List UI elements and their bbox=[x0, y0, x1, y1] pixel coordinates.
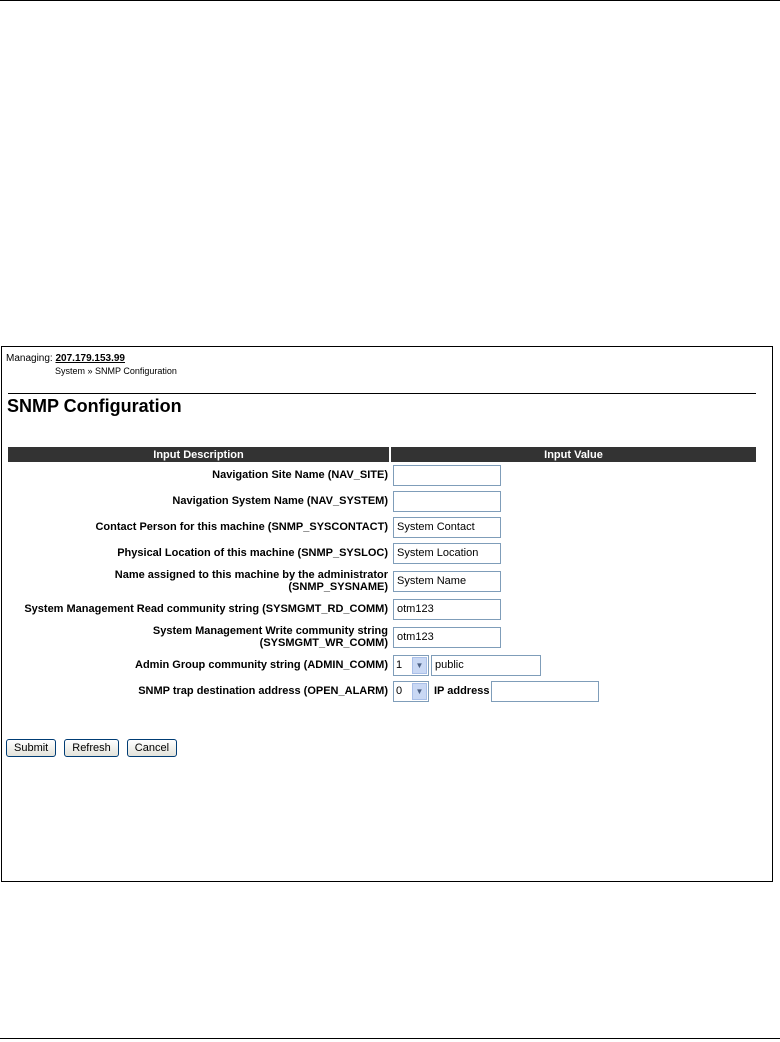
sysname-label-line1: Name assigned to this machine by the administrator bbox=[114, 569, 388, 581]
page-bottom-rule bbox=[0, 1038, 780, 1039]
chevron-down-icon[interactable]: ▼ bbox=[412, 657, 427, 674]
sysname-input[interactable] bbox=[393, 571, 501, 592]
cancel-button[interactable]: Cancel bbox=[127, 739, 177, 757]
managing-ip-link[interactable]: 207.179.153.99 bbox=[55, 353, 125, 364]
refresh-button[interactable]: Refresh bbox=[64, 739, 119, 757]
nav-site-input[interactable] bbox=[393, 465, 501, 486]
screenshot-frame bbox=[1, 346, 773, 882]
open-alarm-select[interactable] bbox=[393, 681, 429, 702]
breadcrumb: System » SNMP Configuration bbox=[55, 366, 177, 376]
nav-system-label: Navigation System Name (NAV_SYSTEM) bbox=[172, 495, 388, 507]
nav-site-label: Navigation Site Name (NAV_SITE) bbox=[212, 469, 388, 481]
table-row bbox=[8, 488, 756, 514]
sysmgmt-wr-comm-label bbox=[8, 622, 391, 652]
table-row bbox=[8, 462, 756, 488]
managing-label: Managing: bbox=[6, 353, 53, 364]
table-row bbox=[8, 540, 756, 566]
sysname-label-line2: (SNMP_SYSNAME) bbox=[288, 581, 388, 593]
sysloc-input[interactable] bbox=[393, 543, 501, 564]
sysloc-label: Physical Location of this machine (SNMP_SYSLOC) bbox=[117, 547, 388, 559]
table-row bbox=[8, 622, 756, 652]
header-input-description: Input Description bbox=[8, 447, 391, 462]
managing-line bbox=[6, 353, 125, 364]
open-alarm-select-value: 0 bbox=[396, 685, 403, 697]
page-title: SNMP Configuration bbox=[7, 396, 182, 416]
action-buttons bbox=[6, 738, 185, 757]
sysmgmt-rd-comm-input[interactable] bbox=[393, 599, 501, 620]
admin-comm-select-value: 1 bbox=[396, 659, 403, 671]
sysmgmt-rd-comm-label: System Management Read community string (SYSMGMT_RD_COMM) bbox=[24, 603, 388, 615]
admin-comm-select[interactable] bbox=[393, 655, 429, 676]
submit-button[interactable]: Submit bbox=[6, 739, 56, 757]
title-divider bbox=[8, 393, 756, 394]
nav-system-input[interactable] bbox=[393, 491, 501, 512]
open-alarm-label: SNMP trap destination address (OPEN_ALARM) bbox=[138, 685, 388, 697]
table-row bbox=[8, 514, 756, 540]
admin-comm-label: Admin Group community string (ADMIN_COMM) bbox=[135, 659, 388, 671]
table-row bbox=[8, 596, 756, 622]
sysmgmt-wr-comm-label-line2: (SYSMGMT_WR_COMM) bbox=[259, 637, 388, 649]
page-top-rule bbox=[0, 0, 780, 1]
header-input-value: Input Value bbox=[391, 447, 756, 462]
chevron-down-icon[interactable]: ▼ bbox=[412, 683, 427, 700]
sysmgmt-wr-comm-input[interactable] bbox=[393, 627, 501, 648]
ip-address-input[interactable] bbox=[491, 681, 599, 702]
table-row bbox=[8, 678, 756, 704]
sysmgmt-wr-comm-label-line1: System Management Write community string bbox=[152, 625, 388, 637]
snmp-config-table bbox=[8, 447, 756, 704]
syscontact-label: Contact Person for this machine (SNMP_SYSCONTACT) bbox=[95, 521, 388, 533]
syscontact-input[interactable] bbox=[393, 517, 501, 538]
admin-comm-input[interactable] bbox=[431, 655, 541, 676]
table-row bbox=[8, 652, 756, 678]
sysname-label bbox=[8, 566, 391, 596]
table-row bbox=[8, 566, 756, 596]
ip-address-label: IP address bbox=[434, 685, 490, 697]
